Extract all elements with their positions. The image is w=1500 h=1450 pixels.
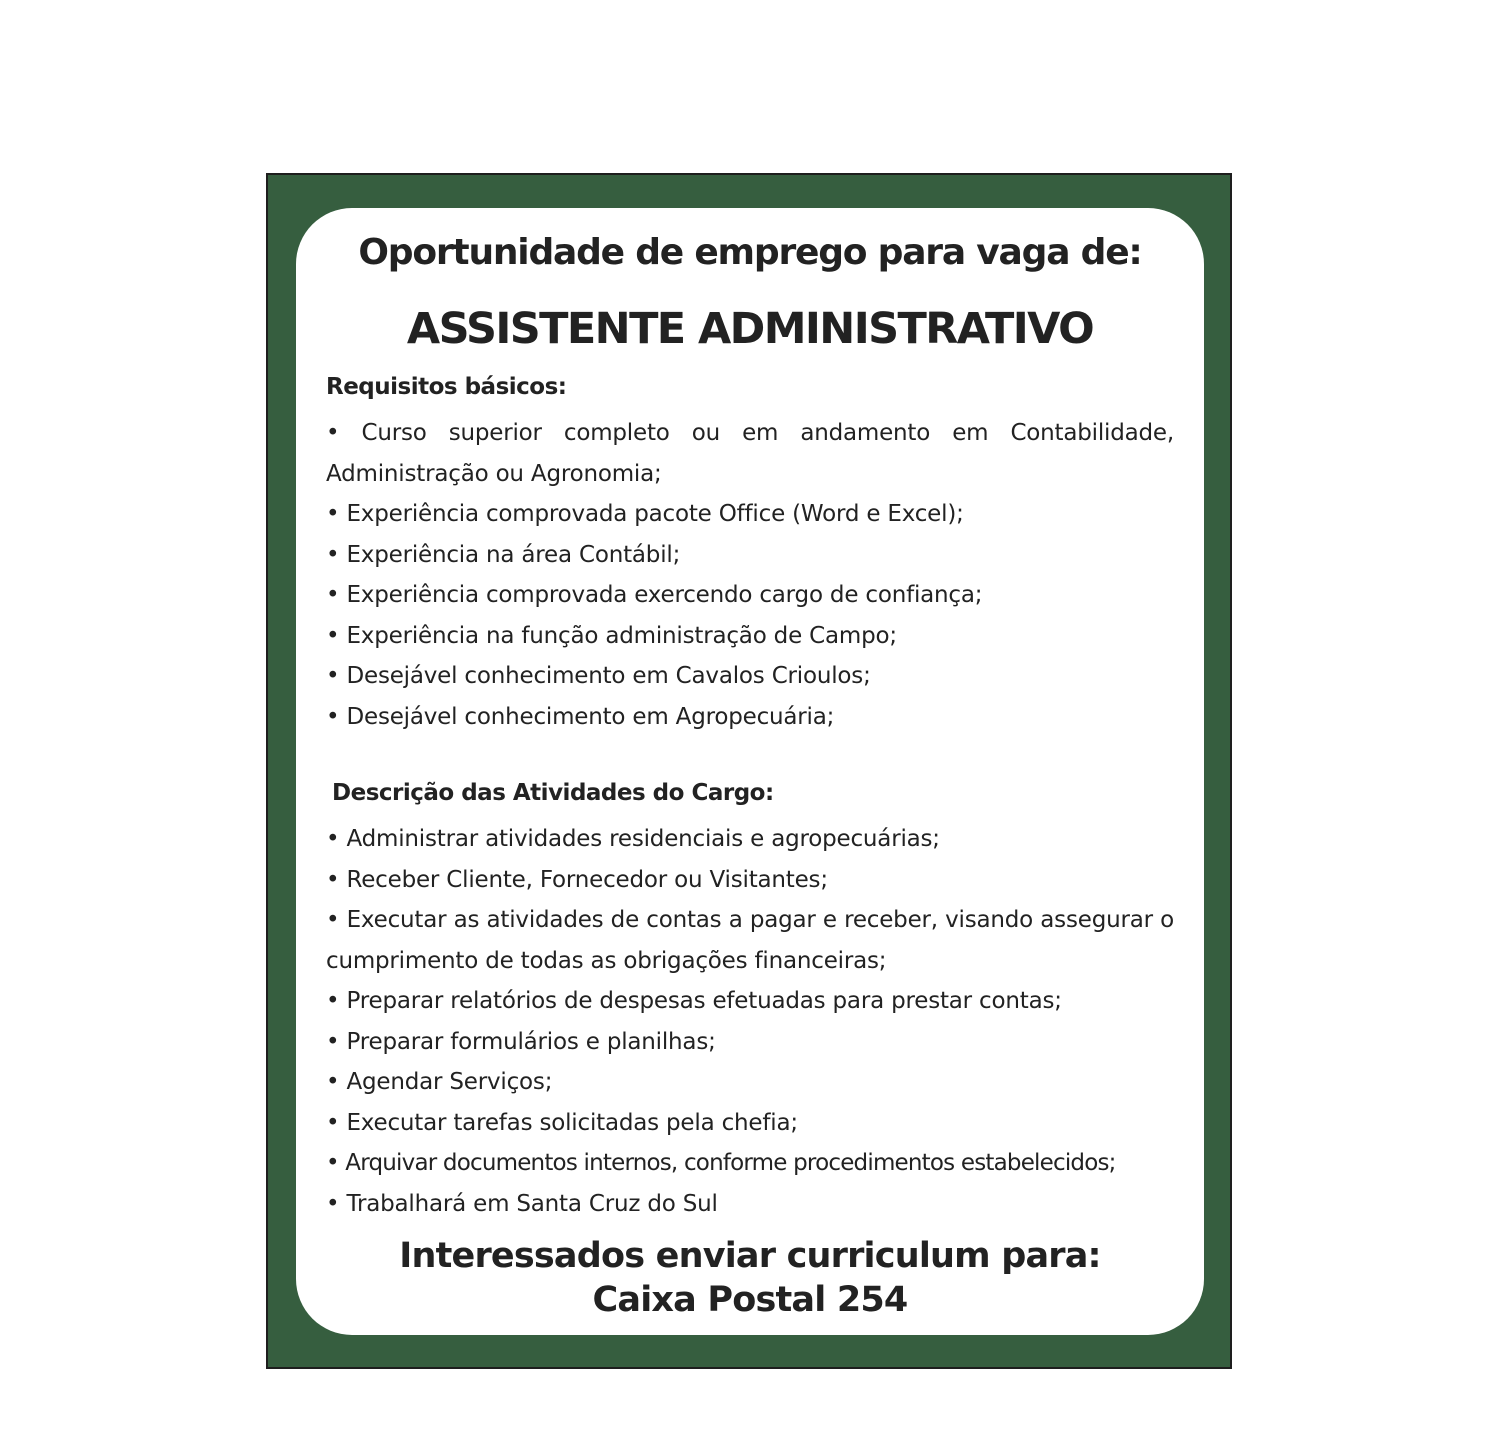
requirements-title: Requisitos básicos: xyxy=(326,374,567,400)
requirement-item: • Experiência comprovada pacote Office (Word e Excel); xyxy=(326,501,964,527)
requirement-item: • Experiência comprovada exercendo cargo de confiança; xyxy=(326,582,983,608)
requirements-list xyxy=(326,413,1174,737)
contact-footer xyxy=(296,1234,1204,1322)
activity-item: • Preparar formulários e planilhas; xyxy=(326,1028,716,1055)
job-ad-frame xyxy=(266,173,1232,1369)
activity-item: • Preparar relatórios de despesas efetuadas para prestar contas; xyxy=(326,988,1062,1014)
activities-title: Descrição das Atividades do Cargo: xyxy=(332,780,774,806)
activity-item: • Arquivar documentos internos, conforme procedimentos estabelecidos; xyxy=(326,1150,1116,1176)
contact-address: Caixa Postal 254 xyxy=(592,1280,908,1320)
activity-item: • Executar tarefas solicitadas pela chefia; xyxy=(326,1109,798,1136)
activity-item: • Administrar atividades residenciais e agropecuárias; xyxy=(326,826,940,852)
activities-list xyxy=(326,819,1174,1224)
requirement-item: • Desejável conhecimento em Cavalos Crioulos; xyxy=(326,663,871,689)
contact-instruction: Interessados enviar curriculum para: xyxy=(399,1236,1101,1276)
activity-item: • Receber Cliente, Fornecedor ou Visitantes; xyxy=(326,866,828,893)
activity-item: • Executar as atividades de contas a pagar e receber, visando assegurar o cumprimento de todas as obrigações financeiras; xyxy=(326,907,1174,974)
requirement-item: • Desejável conhecimento em Agropecuária; xyxy=(326,703,835,730)
requirement-item: • Experiência na função administração de Campo; xyxy=(326,622,897,649)
requirement-item: • Curso superior completo ou em andamento em Contabilidade, Administração ou Agronomia; xyxy=(326,420,1174,487)
requirement-item: • Experiência na área Contábil; xyxy=(326,541,681,568)
job-title: ASSISTENTE ADMINISTRATIVO xyxy=(406,304,1094,354)
activity-item: • Trabalhará em Santa Cruz do Sul xyxy=(326,1190,718,1217)
job-ad-card xyxy=(296,208,1204,1335)
activity-item: • Agendar Serviços; xyxy=(326,1069,553,1095)
intro-heading: Oportunidade de emprego para vaga de: xyxy=(358,232,1142,273)
